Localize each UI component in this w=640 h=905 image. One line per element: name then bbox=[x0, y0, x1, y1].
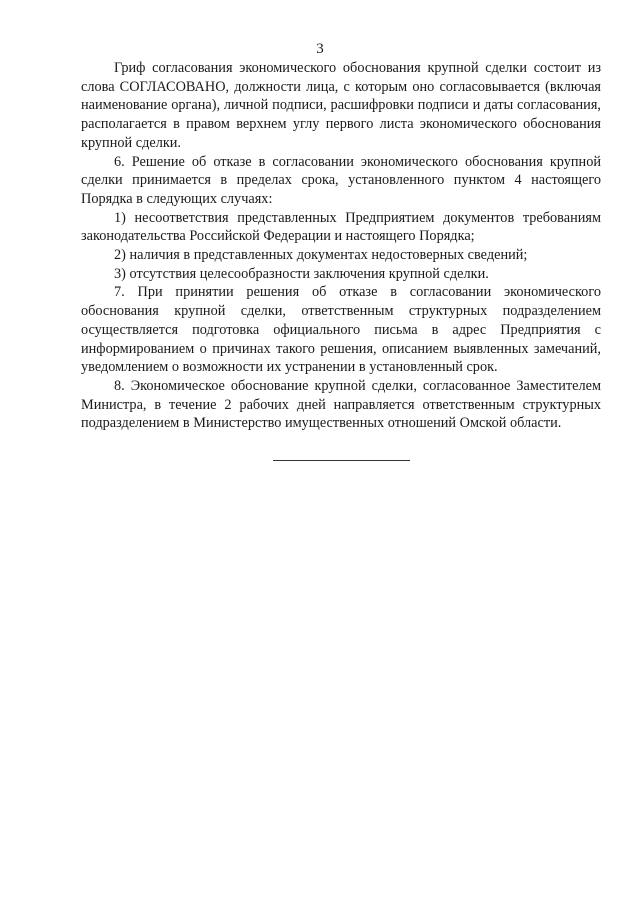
paragraph-subitem-1: 1) несоответствия представленных Предприятием документов требованиям законодательства Российской Федерации и настоящего Порядка; bbox=[81, 209, 601, 245]
end-divider-line bbox=[273, 460, 410, 461]
paragraph-item-6: 6. Решение об отказе в согласовании экономического обоснования крупной сделки принимается в пределах срока, установленного пунктом 4 настоящего Порядка в следующих случаях: bbox=[81, 153, 601, 207]
paragraph-stamp-description: Гриф согласования экономического обоснования крупной сделки состоит из слова СОГЛАСОВАНО, должности лица, с которым оно согласовывается (включая наименование органа), личной подписи, расшифровки подписи и даты согласования, располагается в правом верхнем углу первого листа экономического обоснования крупной сделки. bbox=[81, 60, 601, 151]
page-number: 3 bbox=[316, 41, 324, 57]
paragraph-item-7: 7. При принятии решения об отказе в согласовании экономического обоснования крупной сделки, ответственным структурных подразделением осуществляется подготовка официального письма в адрес Предприятия с информированием о причинах такого решения, описанием выявленных замечаний, уведомлением о возможности их устранении в установленный срок. bbox=[81, 284, 601, 376]
document-body bbox=[81, 59, 601, 433]
paragraph-subitem-3: 3) отсутствия целесообразности заключения крупной сделки. bbox=[114, 265, 489, 282]
paragraph-subitem-2: 2) наличия в представленных документах недостоверных сведений; bbox=[114, 247, 528, 264]
paragraph-item-8: 8. Экономическое обоснование крупной сделки, согласованное Заместителем Министра, в течение 2 рабочих дней направляется ответственным структурных подразделением в Министерство имущественных отношений Омской области. bbox=[81, 377, 601, 432]
